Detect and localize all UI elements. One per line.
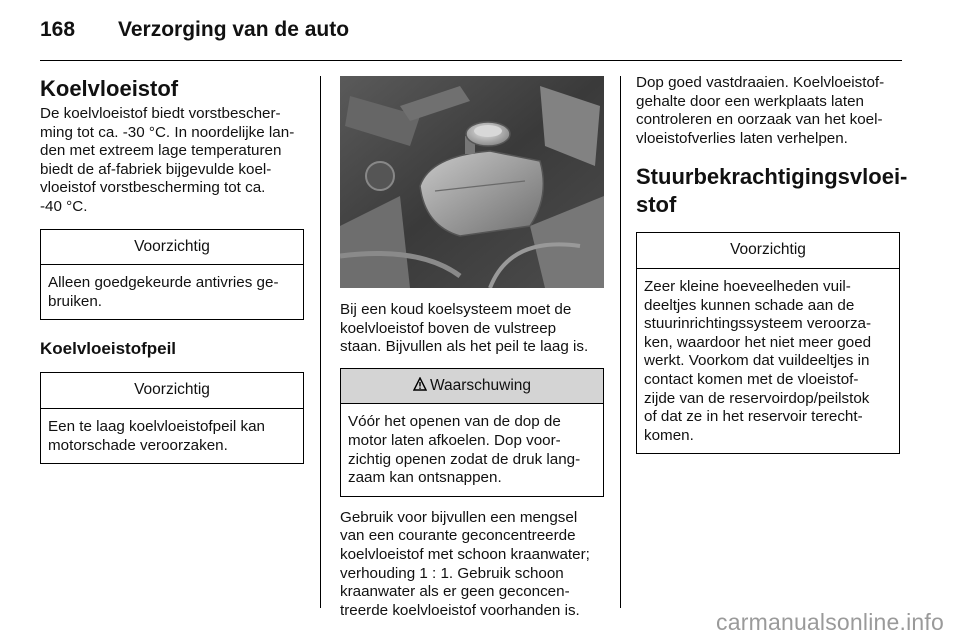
subheading-koelvloeistofpeil: Koelvloeistofpeil bbox=[40, 339, 177, 359]
caution-body: Alleen goedgekeurde antivries ge- bruiken. bbox=[48, 274, 279, 310]
intro-paragraph: De koelvloeistof biedt vorstbescher- ming tot ca. -30 °C. In noordelijke lan- den met extreem lage temperaturen biedt de af-fabriek bijgevulde koel- vloeistof vorstbescherming tot ca. -40 °C. bbox=[40, 105, 295, 215]
section-heading-koelvloeistof: Koelvloeistof bbox=[40, 76, 179, 101]
column-divider bbox=[320, 76, 321, 608]
watermark: carmanualsonline.info bbox=[716, 609, 944, 635]
caution-body: Een te laag koelvloeistofpeil kan motorschade veroorzaken. bbox=[48, 417, 265, 454]
caution-box bbox=[636, 232, 900, 454]
column-divider bbox=[620, 76, 621, 608]
mix-paragraph: Gebruik voor bijvullen een mengsel van een courante geconcentreerde koelvloeistof met schoon kraanwater; verhouding 1 : 1. Gebruik schoon kraanwater als er geen geconcen- treerde koelvloeistof voorhanden is. bbox=[340, 508, 590, 619]
caution-box bbox=[40, 229, 304, 321]
header-rule bbox=[40, 60, 902, 61]
tighten-paragraph: Dop goed vastdraaien. Koelvloeistof- gehalte door een werkplaats laten controleren en oorzaak van het koel- vloeistofverlies laten verhelpen. bbox=[636, 74, 885, 147]
page-number: 168 bbox=[40, 18, 76, 41]
column-1 bbox=[40, 74, 304, 464]
caution-title: Voorzichtig bbox=[41, 373, 303, 409]
page-header bbox=[40, 14, 902, 54]
warning-body: Vóór het openen van de dop de motor laten afkoelen. Dop voor- zichtig openen zodat de druk lang- zaam kan ontsnappen. bbox=[348, 413, 581, 487]
column-2 bbox=[340, 74, 604, 620]
caution-title: Voorzichtig bbox=[41, 230, 303, 266]
warning-icon bbox=[413, 377, 427, 391]
warning-box bbox=[340, 368, 604, 497]
page-title: Verzorging van de auto bbox=[118, 18, 350, 41]
warning-title-row bbox=[341, 369, 603, 405]
coolant-reservoir-photo bbox=[340, 76, 604, 288]
caption-paragraph: Bij een koud koelsysteem moet de koelvloeistof boven de vulstreep staan. Bijvullen als het peil te laag is. bbox=[340, 301, 589, 356]
caution-title: Voorzichtig bbox=[637, 233, 899, 269]
column-3 bbox=[636, 74, 908, 454]
section-heading-stuurbekrachtiging: Stuurbekrachtigingsvloei- stof bbox=[636, 164, 908, 218]
warning-title: Waarschuwing bbox=[429, 376, 532, 394]
caution-body: Zeer kleine hoeveelheden vuil- deeltjes kunnen schade aan de stuurinrichtingssysteem veroorza- ken, waardoor het niet meer goed werkt. Voorkom dat vuildeeltjes in contact komen met de vloeistof- zijde van de reservoirdop/peilstok of dat ze in het reservoir terecht- komen. bbox=[644, 277, 872, 444]
caution-box bbox=[40, 372, 304, 464]
